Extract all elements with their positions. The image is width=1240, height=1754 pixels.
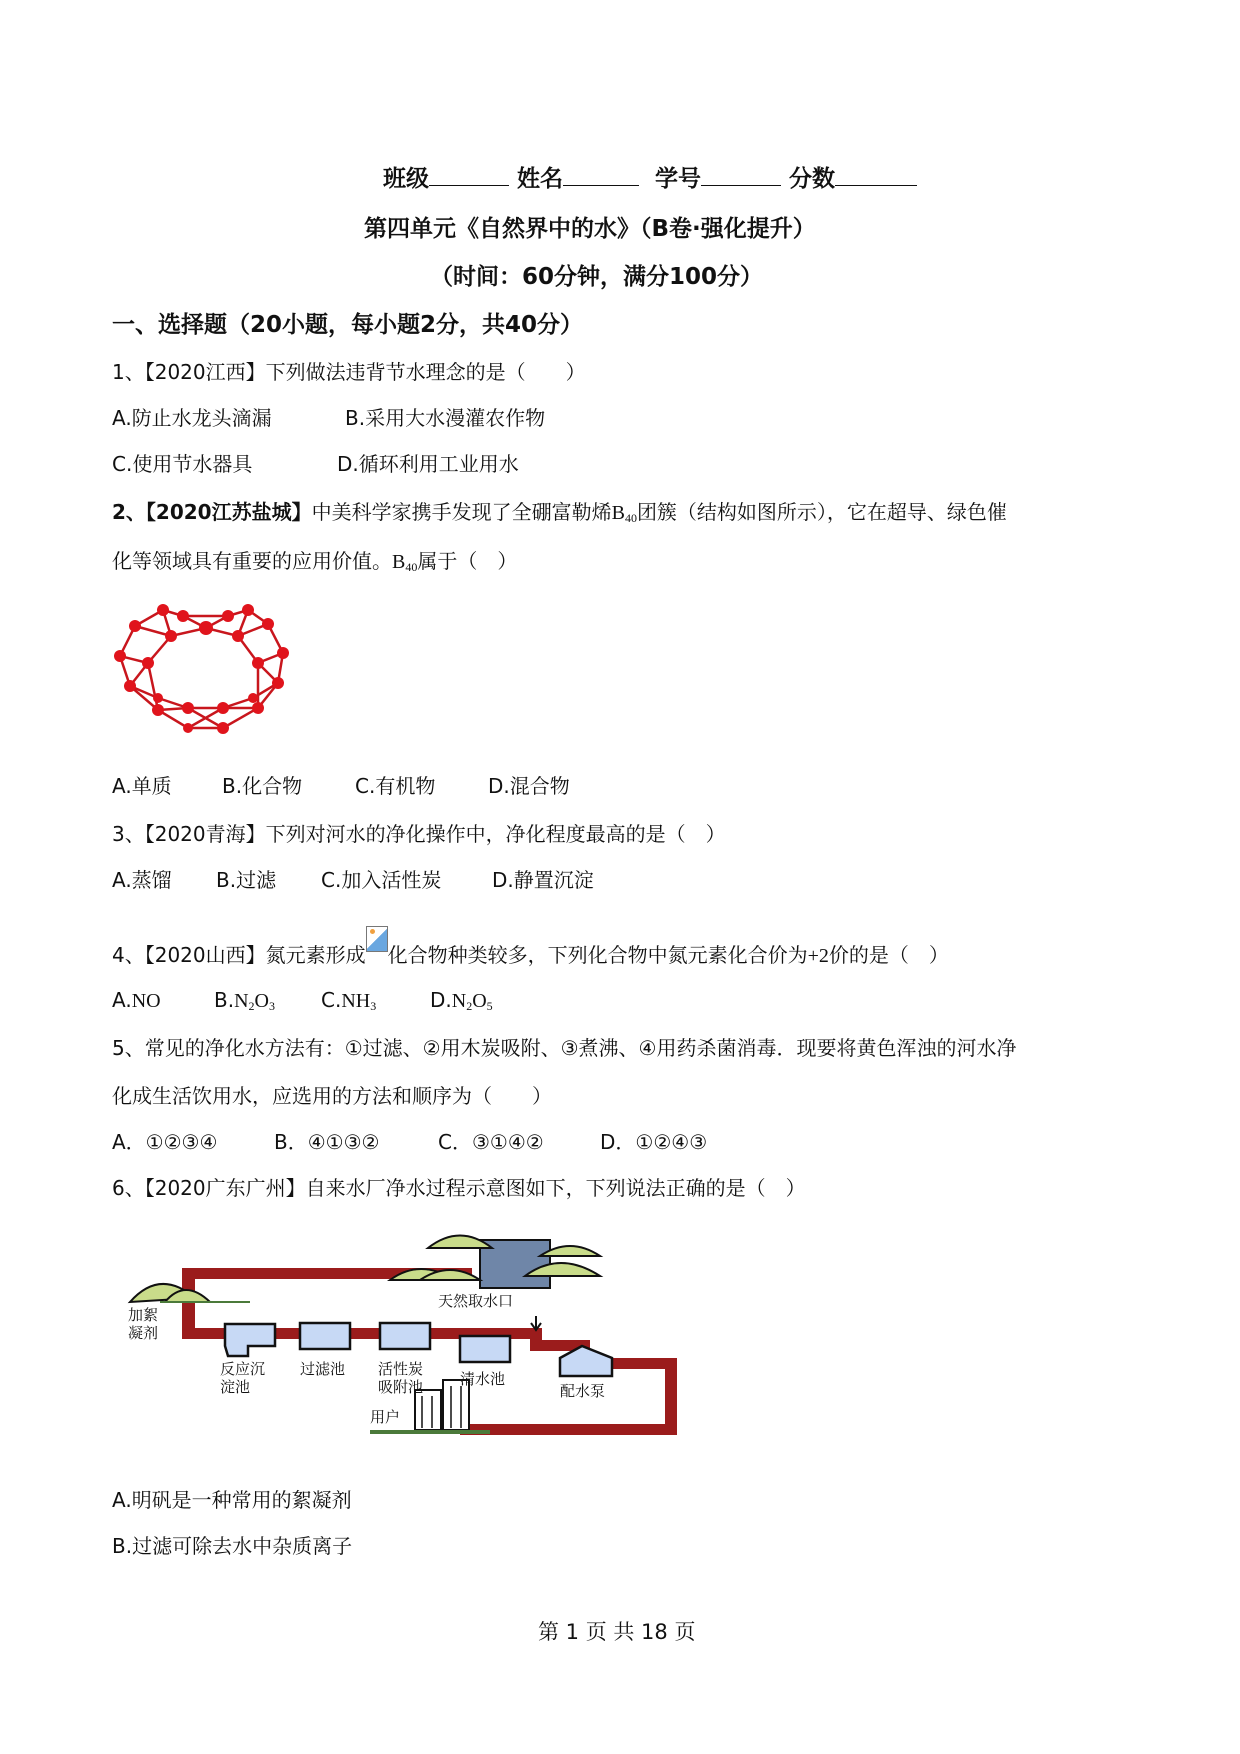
field-id-label: 学号 <box>655 166 702 192</box>
question-stem: 中美科学家携手发现了全硼富勒烯 <box>311 500 612 524</box>
option-d[interactable]: D.混合物 <box>488 774 570 798</box>
question-stem: 氮元素形成 <box>265 943 366 967</box>
label-settling-tank: 反应沉 淀池 <box>220 1360 266 1396</box>
question-4 <box>112 926 949 968</box>
formula-b40: $B_{40}$ <box>611 502 637 525</box>
valence-value: +2 <box>807 945 829 967</box>
option-b[interactable]: B.化合物 <box>222 774 303 798</box>
option-c[interactable]: $C.NH_3$ <box>321 988 377 1013</box>
option-a[interactable]: A．①②③④ <box>112 1130 218 1154</box>
option-b[interactable]: $B.N_2O_3$ <box>214 988 275 1013</box>
question-stem: 下列做法违背节水理念的是（ ） <box>265 360 586 384</box>
section-title: 一、选择题（20小题，每小题2分，共40分） <box>112 312 584 338</box>
question-stem-cont: 团簇（结构如图所示），它在超导、绿色催 <box>636 500 1007 524</box>
option-a[interactable]: A.NO <box>112 988 161 1012</box>
field-id-blank[interactable] <box>701 163 781 186</box>
question-4-options <box>112 988 493 1014</box>
water-treatment-diagram <box>120 1228 720 1448</box>
question-5-line2: 化成生活饮用水，应选用的方法和顺序为（ ） <box>112 1084 552 1108</box>
question-source: 【2020江西】 <box>144 360 266 384</box>
label-coagulant: 加絮 凝剂 <box>128 1306 159 1342</box>
field-score-label: 分数 <box>789 166 836 192</box>
option-c[interactable]: C.有机物 <box>355 774 436 798</box>
question-5-options <box>112 1126 707 1155</box>
option-d[interactable]: D．①②④③ <box>600 1130 708 1154</box>
field-class-blank[interactable] <box>429 163 509 186</box>
option-a[interactable]: A.单质 <box>112 774 172 798</box>
question-3 <box>112 818 726 847</box>
question-6-option-b[interactable]: B.过滤可除去水中杂质离子 <box>112 1534 353 1558</box>
question-3-options <box>112 864 594 893</box>
question-1-options-row1 <box>112 402 545 431</box>
question-stem: 自来水厂净水过程示意图如下，下列说法正确的是（ ） <box>305 1176 806 1200</box>
question-source: 【2020江苏盐城】 <box>145 500 312 524</box>
question-source: 【2020广东广州】 <box>144 1176 306 1200</box>
question-number: 5、 <box>112 1036 145 1060</box>
label-clear-tank: 清水池 <box>460 1370 506 1388</box>
question-6-option-a[interactable]: A.明矾是一种常用的絮凝剂 <box>112 1488 352 1512</box>
option-a[interactable]: A.防止水龙头滴漏 <box>112 406 272 430</box>
question-stem-line2: 化等领域具有重要的应用价值。 <box>112 549 392 573</box>
question-6 <box>112 1172 806 1201</box>
option-d[interactable]: D.静置沉淀 <box>492 868 594 892</box>
field-name-label: 姓名 <box>517 166 564 192</box>
option-c[interactable]: C.加入活性炭 <box>321 868 442 892</box>
option-c[interactable]: C.使用节水器具 <box>112 452 253 476</box>
question-number: 3、 <box>112 822 145 846</box>
label-carbon-tank: 活性炭 吸附池 <box>378 1360 424 1396</box>
question-stem-end: 价的是（ ） <box>828 943 949 967</box>
question-2-line2 <box>112 545 517 575</box>
question-stem-line2-cont: 属于（ ） <box>417 549 518 573</box>
field-class-label: 班级 <box>383 166 429 192</box>
question-number: 1、 <box>112 360 145 384</box>
field-score-blank[interactable] <box>835 163 917 186</box>
option-d[interactable]: D.循环利用工业用水 <box>337 452 519 476</box>
page-title: 第四单元《自然界中的水》（B卷·强化提升） <box>364 216 816 242</box>
option-d[interactable]: $D.N_2O_5$ <box>430 988 493 1013</box>
question-1-options-row2 <box>112 448 519 477</box>
b40-cluster-figure <box>108 598 318 738</box>
option-b[interactable]: B.过滤 <box>216 868 277 892</box>
question-number: 4、 <box>112 943 145 967</box>
question-number: 6、 <box>112 1176 145 1200</box>
question-5 <box>112 1032 1016 1061</box>
student-info-fields <box>383 160 917 193</box>
question-stem-cont: 化合物种类较多，下列化合物中氮元素化合价为 <box>387 943 808 967</box>
option-a[interactable]: A.蒸馏 <box>112 868 172 892</box>
page-subtitle: （时间：60分钟，满分100分） <box>430 264 764 290</box>
broken-image-icon <box>366 926 388 952</box>
page-number: 第 1 页 共 18 页 <box>538 1620 696 1644</box>
question-2 <box>112 496 1007 526</box>
field-name-blank[interactable] <box>563 163 639 186</box>
question-source: 【2020山西】 <box>144 943 266 967</box>
label-pump: 配水泵 <box>560 1382 606 1400</box>
label-filter-tank: 过滤池 <box>300 1360 346 1378</box>
question-source: 【2020青海】 <box>144 822 266 846</box>
question-stem: 下列对河水的净化操作中，净化程度最高的是（ ） <box>265 822 726 846</box>
question-number: 2、 <box>112 500 146 524</box>
question-stem: 常见的净化水方法有：①过滤、②用木炭吸附、③煮沸、④用药杀菌消毒．现要将黄色浑浊的河水净 <box>144 1036 1017 1060</box>
option-b[interactable]: B．④①③② <box>274 1130 380 1154</box>
question-2-options <box>112 770 570 799</box>
question-1 <box>112 356 586 385</box>
option-c[interactable]: C．③①④② <box>438 1130 544 1154</box>
label-user: 用户 <box>370 1408 401 1426</box>
option-b[interactable]: B.采用大水漫灌农作物 <box>345 406 546 430</box>
label-intake: 天然取水口 <box>438 1292 514 1310</box>
formula-b40: $B_{40}$ <box>392 551 418 574</box>
